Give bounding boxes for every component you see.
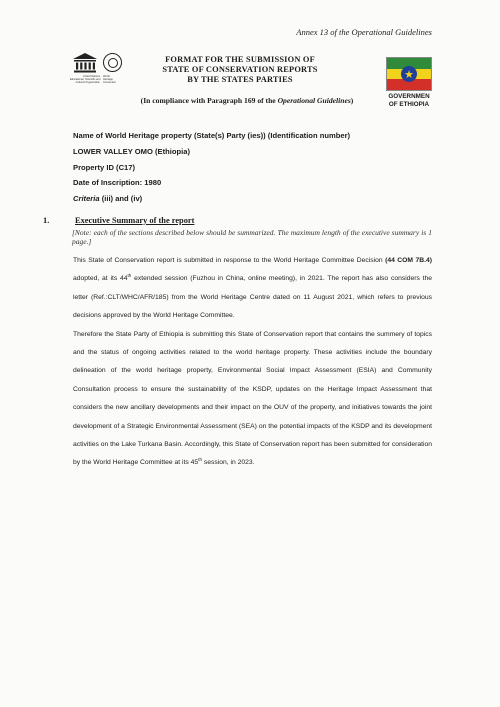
section-title: Executive Summary of the report <box>75 216 195 225</box>
convention-caption: World Heritage Convention <box>103 75 117 85</box>
paragraph: This State of Conservation report is submitted in response to the World Heritage Committee Decision (44 COM 7B.4) adopted, at its 44th extended session (Fuzhou in China, online meeting), in 2021. The report has also considers the letter (Ref.:CLT/WHC/AFR/185) from the World Heritage Centre dated on 11 August 2021, which refers to previous decisions approved by the World Heritage Committee. <box>73 257 432 320</box>
section-number: 1. <box>43 216 50 225</box>
compliance-note: (In compliance with Paragraph 169 of the Operational Guidelines) <box>140 96 354 105</box>
property-info <box>73 128 350 207</box>
document-title <box>140 55 340 86</box>
world-heritage-emblem-icon <box>103 53 122 72</box>
title-line: FORMAT FOR THE SUBMISSION OF <box>165 55 315 64</box>
property-id: Property ID (C17) <box>73 162 136 172</box>
annex-reference: Annex 13 of the Operational Guidelines <box>296 27 432 37</box>
unesco-temple-icon <box>72 52 98 74</box>
property-name-value: LOWER VALLEY OMO (Ethiopia) <box>73 146 190 156</box>
unesco-logo <box>70 52 132 92</box>
inscription-date: Date of Inscription: 1980 <box>73 178 162 188</box>
star-emblem-icon: ★ <box>401 66 417 82</box>
ethiopia-flag-icon <box>386 57 432 91</box>
title-line: BY THE STATES PARTIES <box>187 75 293 85</box>
title-line: STATE OF CONSERVATION REPORTS <box>162 65 318 75</box>
paragraph: Therefore the State Party of Ethiopia is submitting this State of Conservation report that contains the summery of topics and the status of ongoing activities related to the world heritage property. These activities include the boundary delineation of the world heritage property, Environmental Social Impact Assessment (ESIA) and Community Consultation process to ensure the sustainability of the KSDP, updates on the Heritage Impact Assessment that considers the new ancillary developments and their impact on the OUV of the property, and initiatives towards the joint development of a Strategic Environmental Assessment (SEA) on the potential impacts of the KSDP and its development activities on the Lake Turkana Basin. Accordingly, this State of Conservation report has been submitted for consideration by the World Heritage Committee at its 45th session, in 2023. <box>73 330 432 467</box>
property-name-label: Name of World Heritage property (State(s) Party (ies)) (Identification number) <box>73 131 351 140</box>
section-note: [Note: each of the sections described below should be summarized. The maximum length of the executive summary is 1 page.] <box>72 228 432 247</box>
unesco-caption: United Nations Educational, Scientific and Cultural Organization <box>70 75 101 85</box>
criteria: Criteria (iii) and (iv) <box>73 194 143 204</box>
government-label: GOVERNMEN OF ETHIOPIA <box>388 93 430 108</box>
executive-summary-body <box>73 252 432 473</box>
